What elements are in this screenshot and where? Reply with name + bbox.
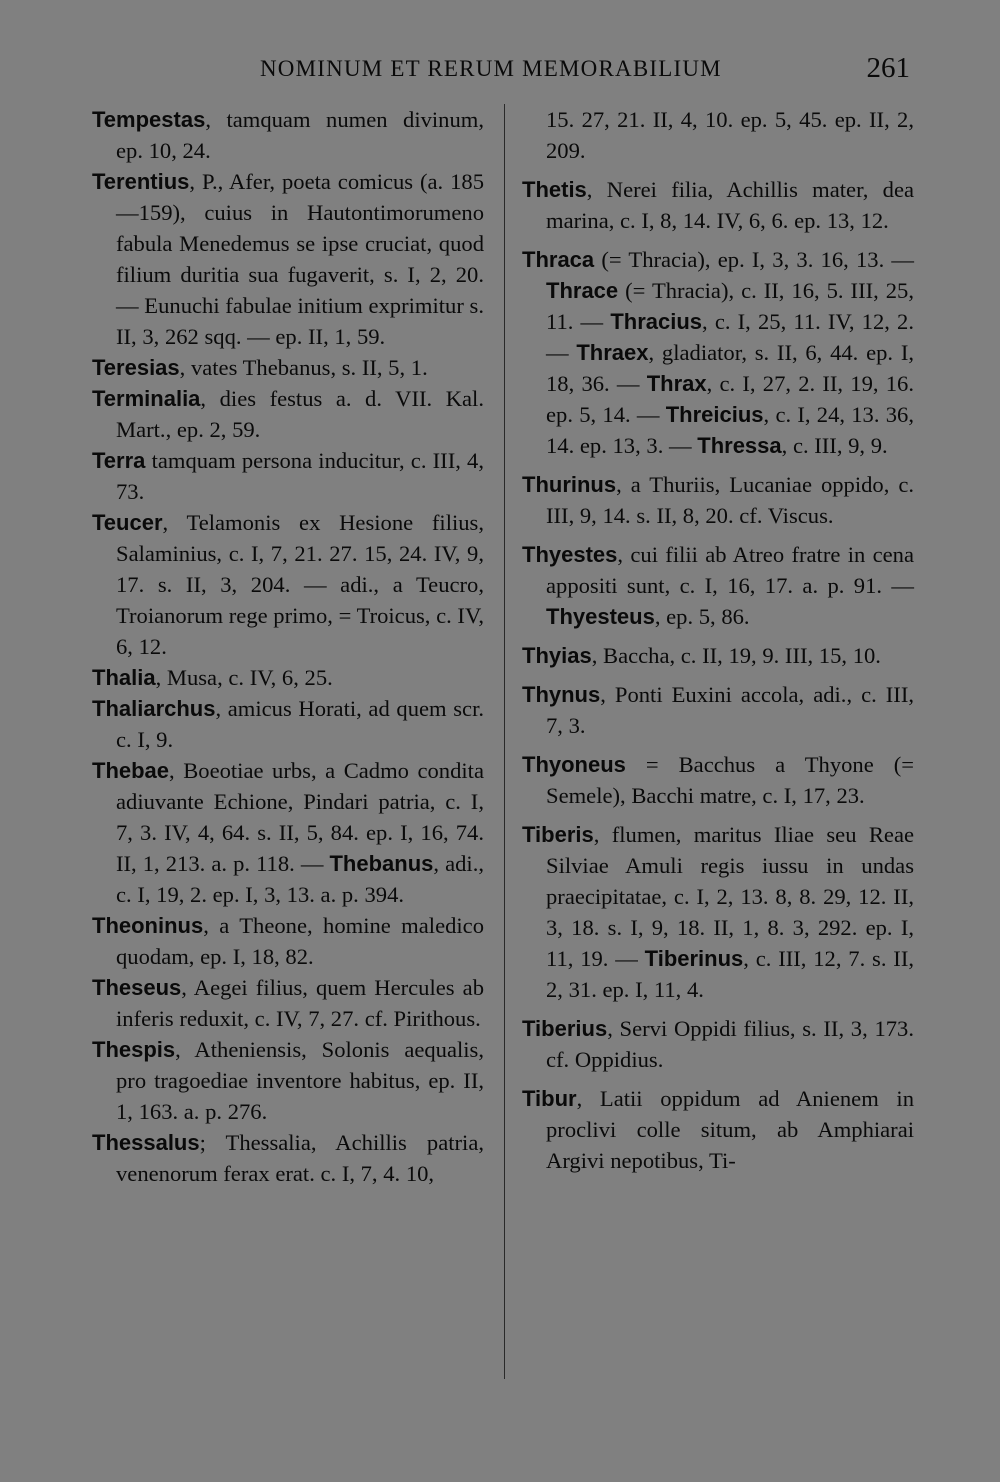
index-entry [92,1034,484,1127]
entry-text: , Nerei filia, Achillis mater, dea marina, c. I, 8, 14. IV, 6, 6. ep. 13, 12. [546,177,914,233]
headword: Thraca [522,247,595,272]
entry-text: , Boeotiae urbs, a Cadmo condita adiuvante Echione, Pindari patria, c. I, 7, 3. IV, 4, 64. s. II, 5, 84. ep. I, 16, 74. II, 1, 213. a. p. 118. — [116,758,484,876]
entry-text: , flumen, maritus Iliae seu Reae Silviae Amuli regis iussu in undas praecipitatae, c. I, 2, 13. 8, 8. 29, 12. II, 3, 18. s. I, 9, 18. II, 1, 8. 3, 292. ep. I, 11, 19. — [546,822,914,971]
entry-text: , amicus Horati, ad quem scr. c. I, 9. [116,696,484,752]
entry-text: , P., Afer, poeta comicus (a. 185—159), cuius in Hautontimorumeno fabula Menedemus se ipse cruciat, quod filium duritia sua fugaverit, s. I, 2, 20. — Eunuchi fabulae initium exprimitur s. II, 3, 262 sqq. — ep. II, 1, 59. [116,169,484,349]
sub-headword: Thrax [646,371,707,396]
entry-text: ; Thessalia, Achillis patria, venenorum ferax erat. c. I, 7, 4. 10, [116,1130,484,1186]
index-entry [522,174,914,236]
index-entry [92,755,484,910]
entry-text: , ep. 5, 86. [654,604,750,629]
entry-text: , dies festus a. d. VII. Kal. Mart., ep. 2, 59. [116,386,484,442]
headword: Terra [92,448,146,473]
headword: Tibur [522,1086,577,1111]
entry-text: , adi., c. I, 19, 2. ep. I, 3, 13. a. p. 394. [116,851,484,907]
sub-headword: Thracius [610,309,703,334]
index-entry [522,679,914,741]
running-head [90,52,910,92]
index-entry [92,662,484,693]
headword: Thessalus [92,1130,200,1155]
headword: Teresias [92,355,180,380]
entry-text: , tamquam numen divinum, ep. 10, 24. [116,107,484,163]
sub-headword: Thebanus [329,851,434,876]
entry-text: , a Thuriis, Lucaniae oppido, c. III, 9, 14. s. II, 8, 20. cf. Viscus. [546,472,914,528]
entry-text: , Servi Oppidi filius, s. II, 3, 173. cf. Oppidius. [546,1016,914,1072]
headword: Thyestes [522,542,618,567]
index-entry [92,352,484,383]
entry-text: , Telamonis ex Hesione filius, Salaminius, c. I, 7, 21. 27. 15, 24. IV, 9, 17. s. II, 3, 204. — adi., a Teucro, Troianorum rege primo, = Troicus, c. IV, 6, 12. [116,510,484,659]
sub-headword: Thyesteus [546,604,655,629]
headword: Thyoneus [522,752,626,777]
entry-text: = Bacchus a Thyone (= Semele), Bacchi matre, c. I, 17, 23. [546,752,914,808]
headword: Thebae [92,758,170,783]
headword: Tiberis [522,822,594,847]
index-entry [522,1083,914,1176]
entry-text: , c. III, 12, 7. s. II, 2, 31. ep. I, 11, 4. [546,946,915,1002]
right-column [522,104,914,1176]
entry-text: , Musa, c. IV, 6, 25. [155,665,333,690]
sub-headword: Threicius [665,402,764,427]
sub-headword: Thressa [697,433,782,458]
index-entry [92,1127,484,1189]
column-divider [504,104,505,1379]
headword: Thurinus [522,472,617,497]
running-title: NOMINUM ET RERUM MEMORABILIUM [260,56,722,81]
index-entry [92,693,484,755]
headword: Thespis [92,1037,176,1062]
headword: Thalia [92,665,156,690]
index-entry [92,910,484,972]
entry-text: (= Thracia), c. II, 16, 5. III, 25, 11. — [546,278,914,334]
page-number: 261 [866,52,910,84]
headword: Thaliarchus [92,696,216,721]
index-entry [92,445,484,507]
headword: Terentius [92,169,190,194]
entry-text: (= Thracia), ep. I, 3, 3. 16, 13. — [594,247,914,272]
index-entry [522,539,914,632]
sub-headword: Tiberinus [644,946,744,971]
index-entry [522,244,914,461]
entry-text: , c. I, 25, 11. IV, 12, 2. — [546,309,914,365]
entry-text: , Aegei filius, quem Hercules ab inferis reduxit, c. IV, 7, 27. cf. Pirithous. [116,975,484,1031]
headword: Terminalia [92,386,201,411]
sub-headword: Thrace [546,278,619,303]
index-entry [92,383,484,445]
entry-text: , Atheniensis, Solonis aequalis, pro tragoediae inventore habitus, ep. II, 1, 163. a. p. 276. [116,1037,484,1124]
index-entry [92,166,484,352]
index-entry [522,749,914,811]
entry-text: , c. I, 27, 2. II, 19, 16. ep. 5, 14. — [546,371,914,427]
headword: Theoninus [92,913,204,938]
entry-text: , Ponti Euxini accola, adi., c. III, 7, 3. [546,682,914,738]
continued-entry: 15. 27, 21. II, 4, 10. ep. 5, 45. ep. II, 2, 209. [546,107,914,163]
index-entry [92,507,484,662]
headword: Thetis [522,177,587,202]
headword: Thyias [522,643,592,668]
sub-headword: Thraex [576,340,649,365]
entry-text: , Baccha, c. II, 19, 9. III, 15, 10. [591,643,881,668]
entry-text: , Latii oppidum ad Anienem in proclivi colle situm, ab Amphiarai Argivi nepotibus, Ti- [546,1086,914,1173]
entry-text: , c. III, 9, 9. [781,433,888,458]
headword: Thynus [522,682,601,707]
entry-text: , c. I, 24, 13. 36, 14. ep. 13, 3. — [546,402,914,458]
index-entry [522,819,914,1005]
left-column [92,104,484,1189]
headword: Teucer [92,510,163,535]
index-entry [522,640,914,671]
index-entry [522,469,914,531]
index-entry [92,972,484,1034]
headword: Tempestas [92,107,206,132]
entry-text: , vates Thebanus, s. II, 5, 1. [179,355,428,380]
entry-text: , a Theone, homine maledico quodam, ep. I, 18, 82. [116,913,484,969]
headword: Theseus [92,975,182,1000]
index-entry [92,104,484,166]
entry-text: , gladiator, s. II, 6, 44. ep. I, 18, 36. — [546,340,914,396]
index-entry [522,1013,914,1075]
headword: Tiberius [522,1016,608,1041]
entry-text: tamquam persona inducitur, c. III, 4, 73. [116,448,484,504]
entry-text: , cui filii ab Atreo fratre in cena appositi sunt, c. I, 16, 17. a. p. 91. — [546,542,914,598]
